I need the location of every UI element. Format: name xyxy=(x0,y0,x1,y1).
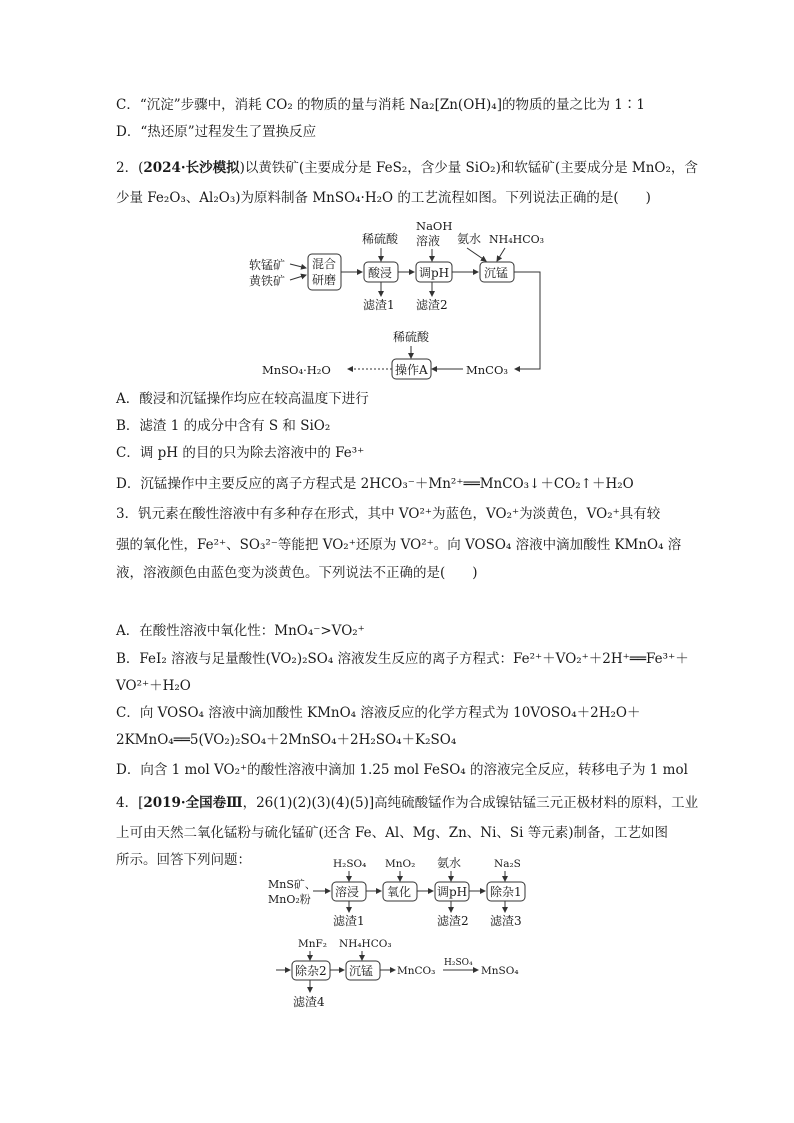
q3-option-c-1: C．向 VOSO₄ 溶液中滴加酸性 KMnO₄ 溶液反应的化学方程式为 10VOSO₄＋2H₂O＋ xyxy=(116,705,641,721)
svg-text:沉锰: 沉锰 xyxy=(349,964,374,978)
q3-option-b-2: VO²⁺＋H₂O xyxy=(116,678,191,694)
reagent-dilute-h2so4: 稀硫酸 xyxy=(362,232,399,246)
reagent-ammonia: 氨水 xyxy=(457,232,482,246)
q2-option-a: A．酸浸和沉锰操作均应在较高温度下进行 xyxy=(116,391,369,407)
option-d: D．“热还原”过程发生了置换反应 xyxy=(116,124,317,140)
svg-text:除杂1: 除杂1 xyxy=(490,885,522,899)
reagent-mno2: MnO₂ xyxy=(385,858,416,870)
svg-text:沉锰: 沉锰 xyxy=(484,266,509,280)
question-2-line-2: 少量 Fe₂O₃、Al₂O₃)为原料制备 MnSO₄·H₂O 的工艺流程如图。下列说法正确的是( ) xyxy=(116,190,651,206)
reagent-h2so4-2: H₂SO₄ xyxy=(444,958,473,968)
svg-text:除杂2: 除杂2 xyxy=(295,964,327,978)
svg-text:调pH: 调pH xyxy=(437,885,468,899)
residue-4: 滤渣4 xyxy=(293,995,325,1009)
svg-text:酸浸: 酸浸 xyxy=(368,266,393,280)
residue-1: 滤渣1 xyxy=(333,914,365,928)
q2-option-b: B．滤渣 1 的成分中含有 S 和 SiO₂ xyxy=(116,418,331,434)
question-3-line-1: 3．钒元素在酸性溶液中有多种存在形式，其中 VO²⁺为蓝色，VO₂⁺为淡黄色，VO₂⁺具有较 xyxy=(116,506,661,522)
question-4-source: 2019·全国卷Ⅲ xyxy=(143,795,243,811)
residue-1: 滤渣1 xyxy=(363,298,395,312)
residue-3: 滤渣3 xyxy=(490,914,522,928)
reagent-na2s: Na₂S xyxy=(494,858,521,870)
product-mnso4-h2o: MnSO₄·H₂O xyxy=(262,363,331,377)
reagent-h2so4: H₂SO₄ xyxy=(333,858,367,870)
svg-text:混合: 混合 xyxy=(312,257,337,271)
svg-text:溶液: 溶液 xyxy=(416,234,441,248)
svg-text:溶浸: 溶浸 xyxy=(335,885,360,899)
svg-text:调pH: 调pH xyxy=(419,266,450,280)
raw-pyrolusite: 软锰矿 xyxy=(249,258,286,272)
raw-mno2-powder: MnO₂粉 xyxy=(268,893,311,906)
q2-option-c: C．调 pH 的目的只为除去溶液中的 Fe³⁺ xyxy=(116,445,365,461)
option-c: C．“沉淀”步骤中，消耗 CO₂ 的物质的量与消耗 Na₂[Zn(OH)₄]的物质的量之比为 1∶1 xyxy=(116,97,645,113)
intermediate-mnco3: MnCO₃ xyxy=(397,965,436,977)
q3-option-c-2: 2KMnO₄══5(VO₂)₂SO₄＋2MnSO₄＋2H₂SO₄＋K₂SO₄ xyxy=(116,732,457,748)
reagent-ammonia: 氨水 xyxy=(437,856,462,870)
residue-2: 滤渣2 xyxy=(416,298,448,312)
raw-mns-ore: MnS矿、 xyxy=(268,878,316,891)
question-4-line-1: 4．[2019·全国卷Ⅲ，26(1)(2)(3)(4)(5)]高纯硫酸锰作为合成镍钴锰三元正极材料的原料，工业 xyxy=(116,795,699,811)
raw-pyrite: 黄铁矿 xyxy=(249,274,286,288)
svg-text:氧化: 氧化 xyxy=(387,885,412,899)
reagent-mnf2: MnF₂ xyxy=(298,938,328,950)
q3-option-a: A．在酸性溶液中氧化性：MnO₄⁻>VO₂⁺ xyxy=(116,623,365,639)
q2-option-d: D．沉锰操作中主要反应的离子方程式是 2HCO₃⁻＋Mn²⁺══MnCO₃↓＋CO₂↑＋H₂O xyxy=(116,476,634,492)
reagent-nh4hco3: NH₄HCO₃ xyxy=(339,938,392,950)
question-4-line-2: 上可由天然二氧化锰粉与硫化锰矿(还含 Fe、Al、Mg、Zn、Ni、Si 等元素)制备，工艺如图 xyxy=(116,825,669,841)
reagent-naoh: NaOH xyxy=(416,219,453,233)
reagent-dilute-h2so4-2: 稀硫酸 xyxy=(393,330,430,344)
svg-text:操作A: 操作A xyxy=(395,363,428,377)
question-2-source: 2024·长沙模拟 xyxy=(143,160,240,176)
question-3-line-3: 液，溶液颜色由蓝色变为淡黄色。下列说法不正确的是( ) xyxy=(116,565,478,581)
question-3-line-2: 强的氧化性，Fe²⁺、SO₃²⁻等能把 VO₂⁺还原为 VO²⁺。向 VOSO₄ 溶液中滴加酸性 KMnO₄ 溶 xyxy=(116,537,682,553)
product-mnso4: MnSO₄ xyxy=(481,965,519,977)
q3-option-d: D．向含 1 mol VO₂⁺的酸性溶液中滴加 1.25 mol FeSO₄ 的溶液完全反应，转移电子为 1 mol xyxy=(116,762,688,778)
intermediate-mnco3: MnCO₃ xyxy=(466,363,509,377)
q3-option-b-1: B．FeI₂ 溶液与足量酸性(VO₂)₂SO₄ 溶液发生反应的离子方程式：Fe²⁺＋VO₂⁺＋2H⁺══Fe³⁺＋ xyxy=(116,651,689,667)
residue-2: 滤渣2 xyxy=(437,914,469,928)
question-4-line-3: 所示。回答下列问题： xyxy=(116,852,251,868)
svg-text:研磨: 研磨 xyxy=(312,273,337,287)
reagent-nh4hco3: NH₄HCO₃ xyxy=(489,233,545,246)
question-2-line-1: 2．(2024·长沙模拟)以黄铁矿(主要成分是 FeS₂，含少量 SiO₂)和软锰矿(主要成分是 MnO₂，含 xyxy=(116,160,698,176)
